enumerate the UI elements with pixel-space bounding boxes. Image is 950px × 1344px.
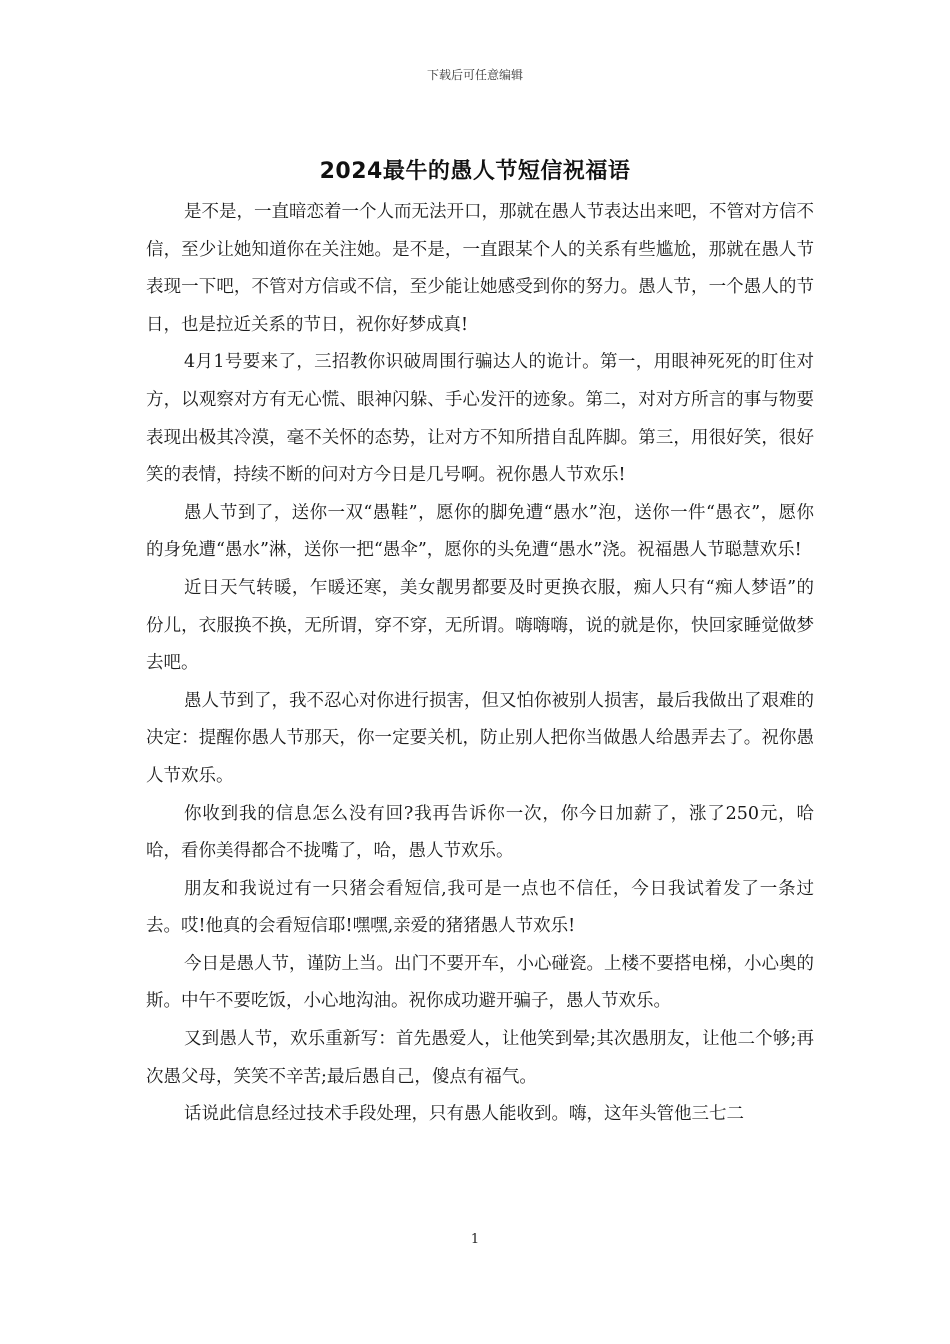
paragraph: 近日天气转暖，乍暖还寒，美女靓男都要及时更换衣服，痴人只有“痴人梦语”的份儿，衣服换不换，无所谓，穿不穿，无所谓。嗨嗨嗨，说的就是你，快回家睡觉做梦去吧。 bbox=[146, 577, 814, 674]
page-number: 1 bbox=[470, 1232, 480, 1247]
paragraph: 是不是，一直暗恋着一个人而无法开口，那就在愚人节表达出来吧，不管对方信不信，至少让她知道你在关注她。是不是，一直跟某个人的关系有些尴尬，那就在愚人节表现一下吧，不管对方信或不信，至少能让她感受到你的努力。愚人节，一个愚人的节日，也是拉近关系的节日，祝你好梦成真! bbox=[146, 202, 814, 335]
document-body bbox=[146, 194, 814, 1134]
header-note: 下载后可任意编辑 bbox=[426, 68, 523, 82]
paragraph: 愚人节到了，送你一双“愚鞋”，愿你的脚免遭“愚水”泡，送你一件“愚衣”，愿你的身免遭“愚水”淋，送你一把“愚伞”，愿你的头免遭“愚水”浇。祝福愚人节聪慧欢乐! bbox=[146, 502, 814, 561]
paragraph: 愚人节到了，我不忍心对你进行损害，但又怕你被别人损害，最后我做出了艰难的决定：提醒你愚人节那天，你一定要关机，防止别人把你当做愚人给愚弄去了。祝你愚人节欢乐。 bbox=[146, 690, 814, 786]
paragraph: 又到愚人节，欢乐重新写：首先愚爱人，让他笑到晕;其次愚朋友，让他二个够;再次愚父母，笑笑不辛苦;最后愚自己，傻点有福气。 bbox=[146, 1029, 814, 1087]
document-title: 2024最牛的愚人节短信祝福语 bbox=[319, 159, 631, 184]
paragraph: 你收到我的信息怎么没有回?我再告诉你一次，你今日加薪了，涨了250元，哈哈，看你美得都合不拢嘴了，哈，愚人节欢乐。 bbox=[146, 803, 814, 862]
paragraph: 4月1号要来了，三招教你识破周围行骗达人的诡计。第一，用眼神死死的盯住对方，以观察对方有无心慌、眼神闪躲、手心发汗的迹象。第二，对对方所言的事与物要表现出极其冷漠，毫不关怀的态势，让对方不知所措自乱阵脚。第三，用很好笑，很好笑的表情，持续不断的问对方今日是几号啊。祝你愚人节欢乐! bbox=[146, 352, 814, 486]
paragraph: 朋友和我说过有一只猪会看短信,我可是一点也不信任，今日我试着发了一条过去。哎!他真的会看短信耶!嘿嘿,亲爱的猪猪愚人节欢乐! bbox=[146, 878, 814, 937]
paragraph: 今日是愚人节，谨防上当。出门不要开车，小心碰瓷。上楼不要搭电梯，小心奥的斯。中午不要吃饭，小心地沟油。祝你成功避开骗子，愚人节欢乐。 bbox=[146, 953, 814, 1012]
paragraph: 话说此信息经过技术手段处理，只有愚人能收到。嗨，这年头管他三七二 bbox=[184, 1104, 744, 1125]
